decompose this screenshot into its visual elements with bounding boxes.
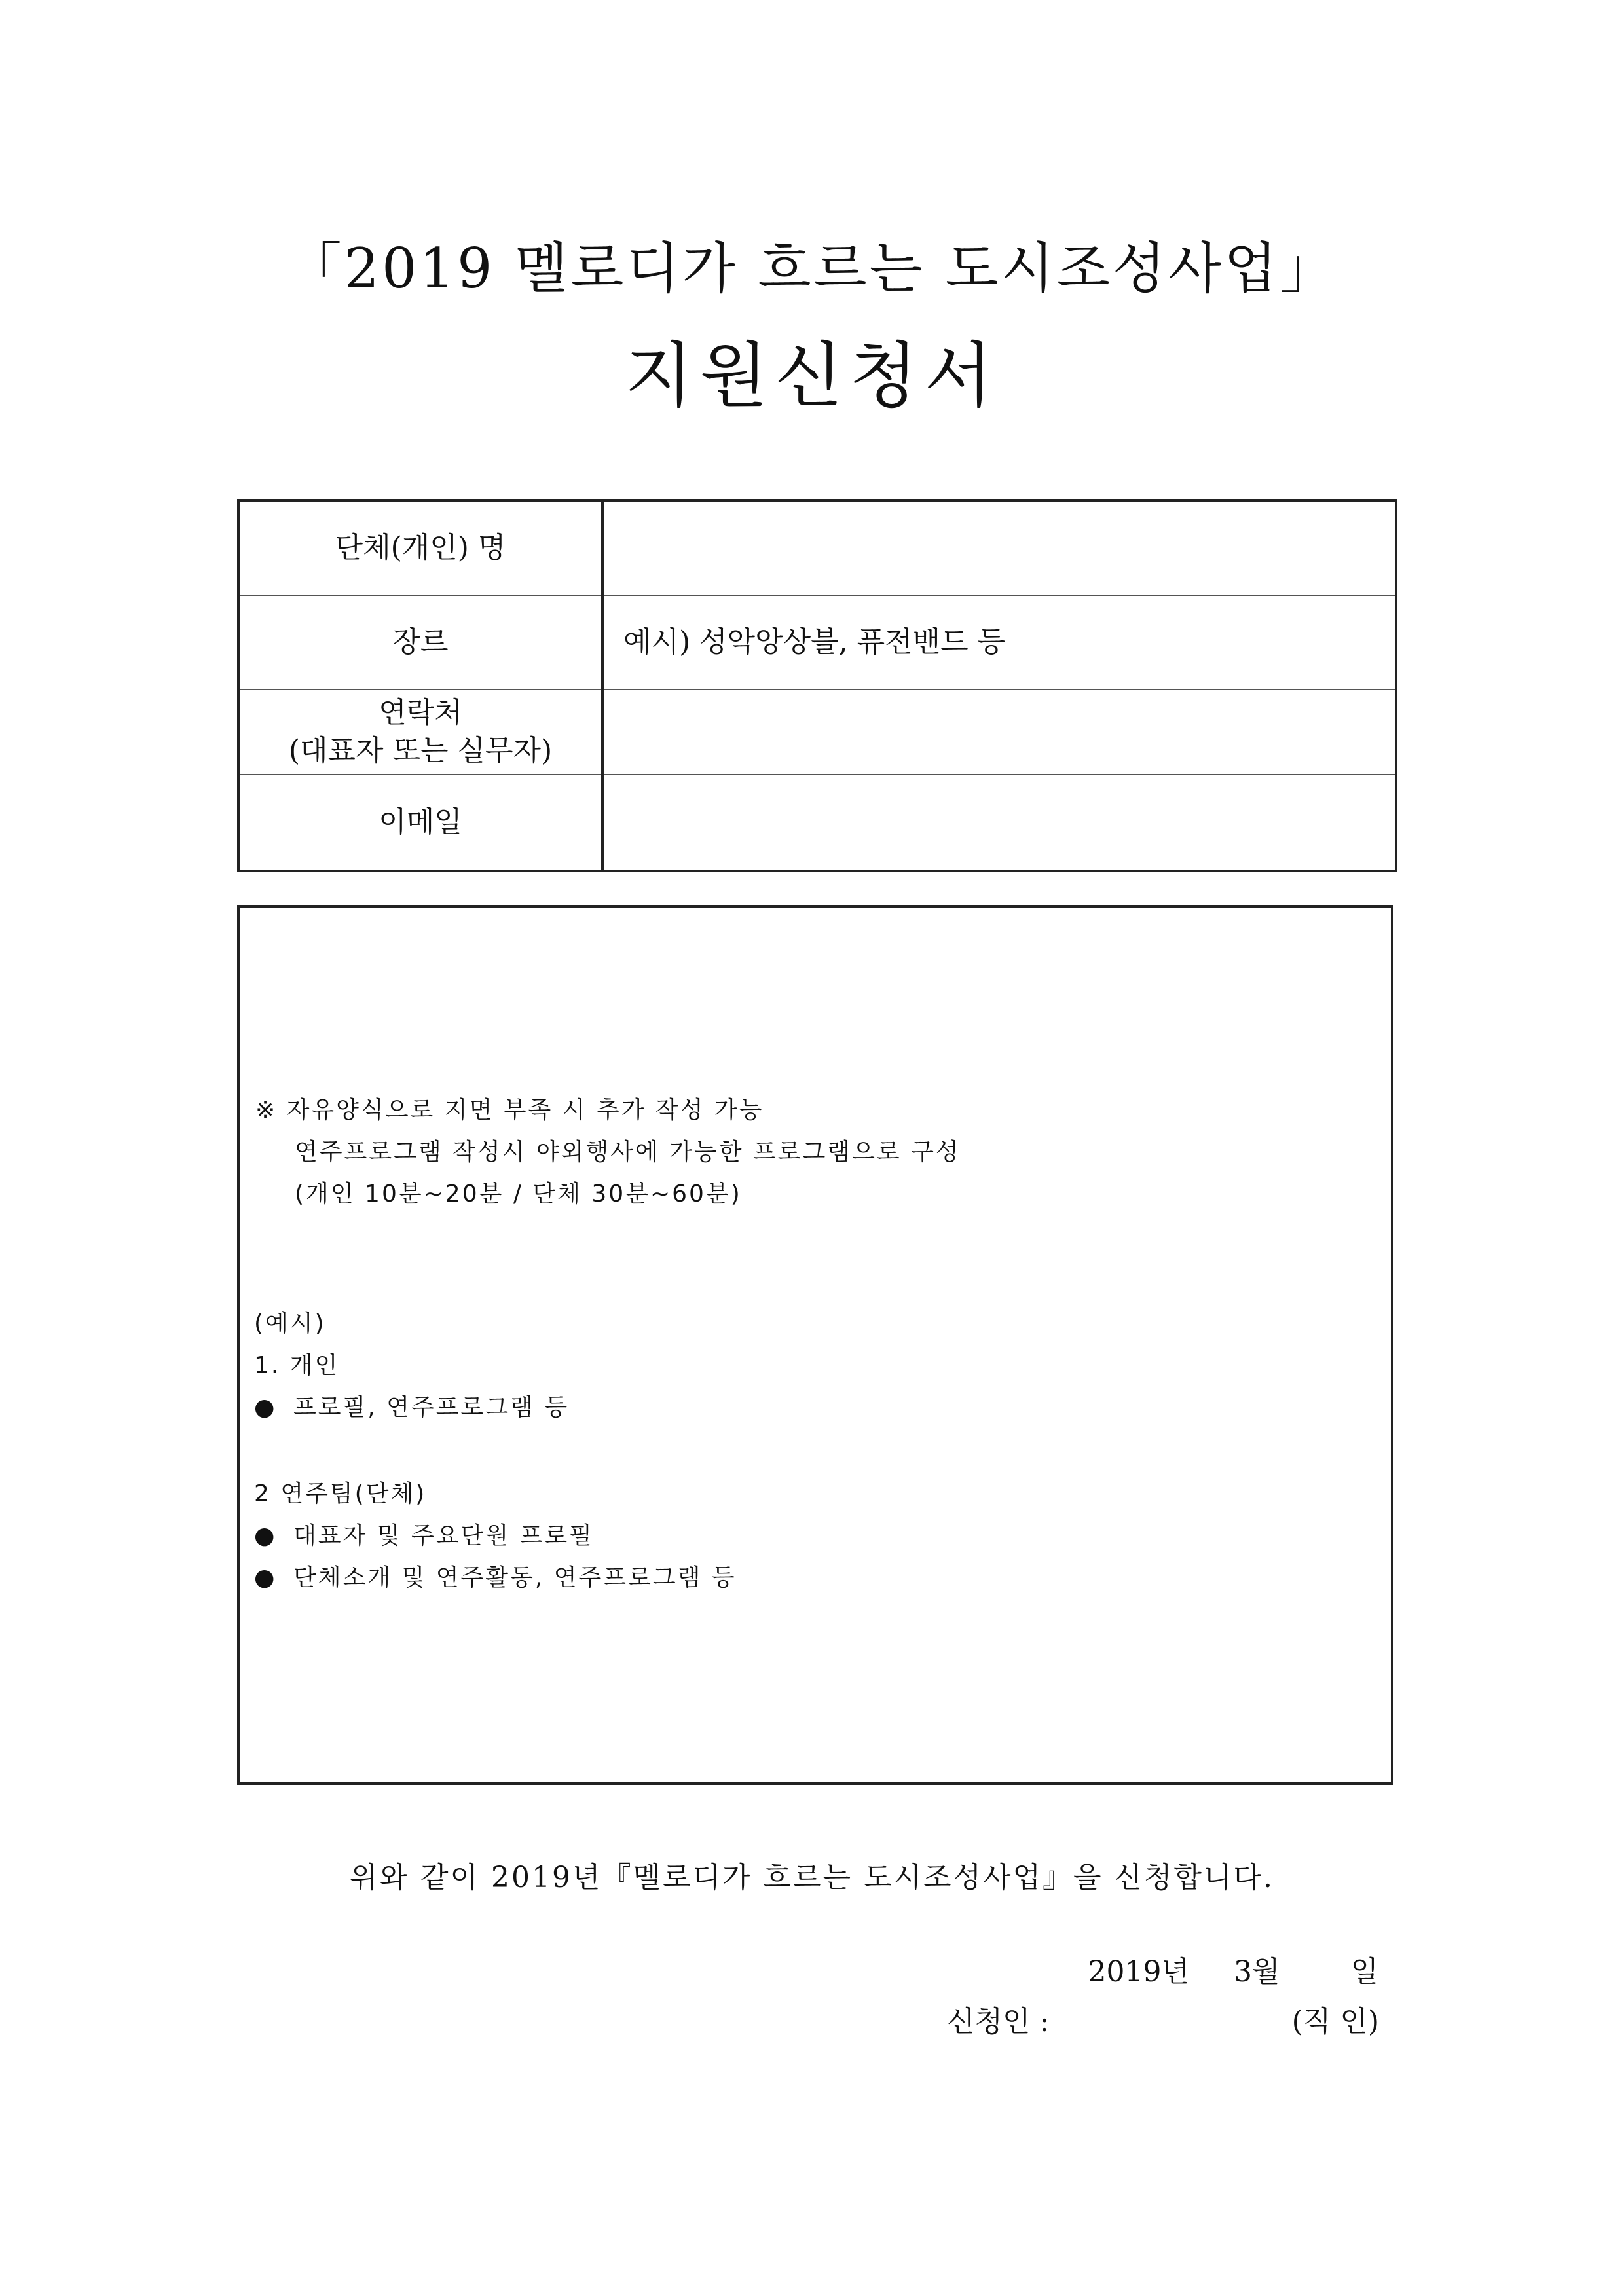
label-genre: 장르 xyxy=(238,595,602,689)
date-year: 2019년 xyxy=(1088,1955,1189,1989)
application-declaration: 위와 같이 2019년『멜로디가 흐르는 도시조성사업』을 신청합니다. xyxy=(350,1861,1274,1894)
label-contact-cell xyxy=(238,689,602,775)
section2-item-text: 단체소개 및 연주활동, 연주프로그램 등 xyxy=(293,1564,737,1591)
label-email: 이메일 xyxy=(238,775,602,871)
field-email[interactable] xyxy=(602,775,1396,871)
label-contact-sub: (대표자 또는 실무자) xyxy=(288,734,553,767)
label-contact: 연락처 xyxy=(378,696,462,729)
applicant-info-table xyxy=(237,499,1397,872)
application-date xyxy=(1088,1953,1379,1992)
section2-item-1 xyxy=(254,1520,594,1552)
document-title: 「2019 멜로디가 흐르는 도시조성사업」 xyxy=(286,236,1338,301)
applicant-label: 신청인 : xyxy=(947,2005,1050,2038)
date-day: 일 xyxy=(1350,1955,1378,1989)
section2-item-2 xyxy=(254,1562,737,1594)
applicant-signature-line xyxy=(947,2002,1379,2042)
table-row-genre xyxy=(238,595,1396,689)
note-line-3: (개인 10분~20분 / 단체 30분~60분) xyxy=(295,1181,742,1207)
field-genre[interactable]: 예시) 성악앙상블, 퓨전밴드 등 xyxy=(602,595,1396,689)
bullet-icon: ● xyxy=(254,1394,277,1421)
seal-label: (직 인) xyxy=(1291,2005,1379,2038)
note-line-1: ※ 자유양식으로 지면 부족 시 추가 작성 가능 xyxy=(255,1097,764,1124)
table-row-email xyxy=(238,775,1396,871)
bullet-icon: ● xyxy=(254,1522,277,1549)
document-subtitle: 지원신청서 xyxy=(625,335,999,417)
table-row-contact xyxy=(238,689,1396,775)
field-contact[interactable] xyxy=(602,689,1396,775)
section1-item-1 xyxy=(254,1392,569,1423)
bullet-icon: ● xyxy=(254,1564,277,1591)
example-header: (예시) xyxy=(254,1310,326,1337)
date-month: 3월 xyxy=(1233,1955,1280,1989)
field-organization-name[interactable] xyxy=(602,500,1396,595)
section1-title: 1. 개인 xyxy=(254,1352,340,1379)
section1-item-text: 프로필, 연주프로그램 등 xyxy=(293,1394,570,1421)
section2-item-text: 대표자 및 주요단원 프로필 xyxy=(293,1522,594,1549)
label-organization-name: 단체(개인) 명 xyxy=(238,500,602,595)
section2-title: 2 연주팀(단체) xyxy=(254,1480,427,1507)
table-row-organization-name xyxy=(238,500,1396,595)
note-line-2: 연주프로그램 작성시 야외행사에 가능한 프로그램으로 구성 xyxy=(295,1139,961,1166)
program-description-box[interactable] xyxy=(237,905,1393,1785)
